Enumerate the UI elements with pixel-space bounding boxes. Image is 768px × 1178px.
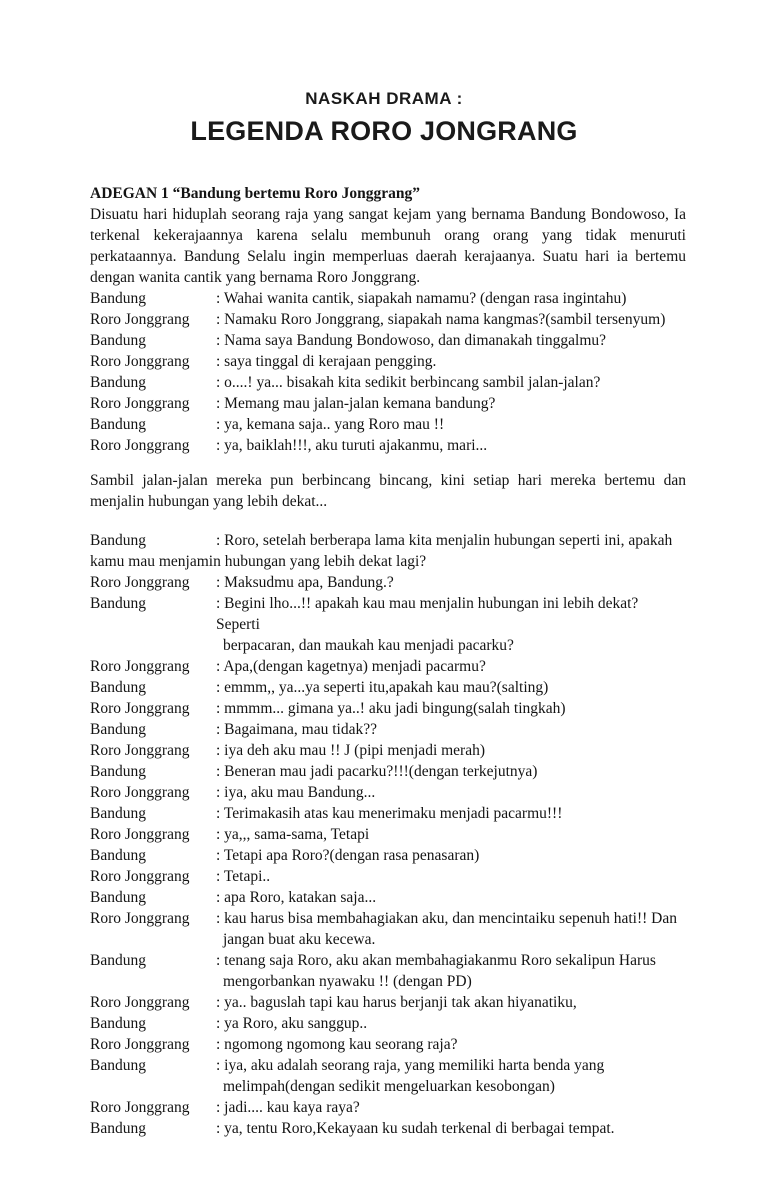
narration-paragraph: Sambil jalan-jalan mereka pun berbincang bincang, kini setiap hari mereka bertemu dan menjalin hubungan yang lebih dekat... — [90, 472, 686, 510]
dialogue-line — [90, 698, 686, 719]
speaker-name: Roro Jonggrang — [90, 784, 190, 801]
dialogue-text: : Tetapi.. — [216, 868, 271, 885]
document-body — [0, 183, 768, 1139]
scene-heading: ADEGAN 1 “Bandung bertemu Roro Jonggrang” — [90, 185, 420, 202]
speaker-name: Bandung — [90, 805, 146, 822]
narration-paragraph: Disuatu hari hiduplah seorang raja yang sangat kejam yang bernama Bandung Bondowoso, Ia terkenal kekerajaannya karena selalu membunuh orang orang yang tidak menuruti perkataannya. Bandung Selalu ingin memperluas daerah kerajaanya. Suatu hari ia bertemu dengan wanita cantik yang bernama Roro Jonggrang. — [90, 206, 686, 286]
dialogue-text: : o....! ya... bisakah kita sedikit berbincang sambil jalan-jalan? — [216, 374, 601, 391]
speaker-name: Roro Jonggrang — [90, 437, 190, 454]
dialogue-text: : Terimakasih atas kau menerimaku menjadi pacarmu!!! — [216, 805, 563, 822]
speaker-name: Roro Jonggrang — [90, 700, 190, 717]
dialogue-text: : iya, aku adalah seorang raja, yang memiliki harta benda yang — [216, 1057, 605, 1074]
dialogue-line — [90, 1013, 686, 1034]
speaker-name: Bandung — [90, 763, 146, 780]
dialogue-line — [90, 950, 686, 971]
dialogue-line — [90, 288, 686, 309]
dialogue-text: : ya, baiklah!!!, aku turuti ajakanmu, mari... — [216, 437, 488, 454]
dialogue-text: : Memang mau jalan-jalan kemana bandung? — [216, 395, 496, 412]
speaker-name: Bandung — [90, 374, 146, 391]
speaker-name: Roro Jonggrang — [90, 994, 190, 1011]
dialogue-text: : ngomong ngomong kau seorang raja? — [216, 1036, 458, 1053]
dialogue-continuation: kamu mau menjamin hubungan yang lebih dekat lagi? — [90, 553, 427, 570]
dialogue-line — [90, 530, 686, 551]
dialogue-text: : saya tinggal di kerajaan pengging. — [216, 353, 437, 370]
dialogue-line — [90, 372, 686, 393]
dialogue-text: : jadi.... kau kaya raya? — [216, 1099, 360, 1116]
dialogue-line — [90, 351, 686, 372]
dialogue-text: : iya, aku mau Bandung... — [216, 784, 376, 801]
dialogue-line — [90, 740, 686, 761]
dialogue-line — [90, 435, 686, 456]
speaker-name: Roro Jonggrang — [90, 910, 190, 927]
dialogue-line — [90, 1034, 686, 1055]
dialogue-continuation-line — [90, 1076, 686, 1097]
dialogue-block-2 — [90, 530, 686, 1139]
dialogue-line — [90, 782, 686, 803]
dialogue-text: : kau harus bisa membahagiakan aku, dan mencintaiku sepenuh hati!! Dan — [216, 910, 677, 927]
dialogue-line — [90, 572, 686, 593]
dialogue-line — [90, 803, 686, 824]
dialogue-text: : ya, kemana saja.. yang Roro mau !! — [216, 416, 445, 433]
dialogue-line — [90, 908, 686, 929]
dialogue-text: : Maksudmu apa, Bandung.? — [216, 574, 394, 591]
speaker-name: Roro Jonggrang — [90, 868, 190, 885]
dialogue-text: : Wahai wanita cantik, siapakah namamu? (dengan rasa ingintahu) — [216, 290, 627, 307]
dialogue-text: : ya.. baguslah tapi kau harus berjanji tak akan hiyanatiku, — [216, 994, 577, 1011]
dialogue-line — [90, 866, 686, 887]
dialogue-line — [90, 719, 686, 740]
dialogue-text: : ya,,, sama-sama, Tetapi — [216, 826, 370, 843]
speaker-name: Roro Jonggrang — [90, 742, 190, 759]
dialogue-line — [90, 414, 686, 435]
speaker-name: Roro Jonggrang — [90, 1036, 190, 1053]
speaker-name: Roro Jonggrang — [90, 574, 190, 591]
dialogue-line — [90, 656, 686, 677]
dialogue-text: mengorbankan nyawaku !! (dengan PD) — [223, 973, 472, 990]
speaker-name: Roro Jonggrang — [90, 395, 190, 412]
dialogue-line — [90, 330, 686, 351]
dialogue-text: : Namaku Roro Jonggrang, siapakah nama kangmas?(sambil tersenyum) — [216, 311, 666, 328]
speaker-name: Bandung — [90, 889, 146, 906]
speaker-name: Roro Jonggrang — [90, 658, 190, 675]
speaker-name: Bandung — [90, 416, 146, 433]
dialogue-line — [90, 887, 686, 908]
speaker-name: Bandung — [90, 595, 146, 612]
dialogue-line — [90, 824, 686, 845]
dialogue-line — [90, 593, 686, 635]
doc-title: LEGENDA RORO JONGRANG — [190, 116, 578, 146]
speaker-name: Bandung — [90, 1120, 146, 1137]
dialogue-text: : Roro, setelah berberapa lama kita menjalin hubungan seperti ini, apakah — [216, 532, 673, 549]
dialogue-text: : Apa,(dengan kagetnya) menjadi pacarmu? — [216, 658, 486, 675]
dialogue-text: : ya, tentu Roro,Kekayaan ku sudah terkenal di berbagai tempat. — [216, 1120, 615, 1137]
dialogue-line — [90, 1097, 686, 1118]
dialogue-line — [90, 1118, 686, 1139]
dialogue-line — [90, 309, 686, 330]
speaker-name: Roro Jonggrang — [90, 311, 190, 328]
dialogue-text: : ya Roro, aku sanggup.. — [216, 1015, 368, 1032]
dialogue-text: : apa Roro, katakan saja... — [216, 889, 377, 906]
speaker-name: Roro Jonggrang — [90, 1099, 190, 1116]
dialogue-text: : Begini lho...!! apakah kau mau menjalin hubungan ini lebih dekat? Seperti — [216, 595, 639, 633]
dialogue-text: : emmm,, ya...ya seperti itu,apakah kau mau?(salting) — [216, 679, 549, 696]
dialogue-block-1 — [90, 288, 686, 456]
dialogue-text: jangan buat aku kecewa. — [223, 931, 376, 948]
dialogue-line — [90, 393, 686, 414]
dialogue-text: berpacaran, dan maukah kau menjadi pacarku? — [223, 637, 514, 654]
speaker-name: Bandung — [90, 952, 146, 969]
speaker-name: Bandung — [90, 332, 146, 349]
dialogue-line — [90, 677, 686, 698]
speaker-name: Roro Jonggrang — [90, 826, 190, 843]
dialogue-continuation-line — [90, 635, 686, 656]
speaker-name: Bandung — [90, 679, 146, 696]
speaker-name: Roro Jonggrang — [90, 353, 190, 370]
dialogue-text: : Beneran mau jadi pacarku?!!!(dengan terkejutnya) — [216, 763, 538, 780]
dialogue-text: : Nama saya Bandung Bondowoso, dan dimanakah tinggalmu? — [216, 332, 607, 349]
dialogue-text: : iya deh aku mau !! J (pipi menjadi merah) — [216, 742, 486, 759]
speaker-name: Bandung — [90, 290, 146, 307]
dialogue-text: melimpah(dengan sedikit mengeluarkan kesobongan) — [223, 1078, 555, 1095]
speaker-name: Bandung — [90, 532, 146, 549]
speaker-name: Bandung — [90, 847, 146, 864]
title-block — [0, 88, 768, 147]
dialogue-text: : mmmm... gimana ya..! aku jadi bingung(salah tingkah) — [216, 700, 566, 717]
speaker-name: Bandung — [90, 1015, 146, 1032]
dialogue-line — [90, 761, 686, 782]
speaker-name: Bandung — [90, 721, 146, 738]
doc-kicker: NASKAH DRAMA : — [305, 89, 463, 108]
speaker-name: Bandung — [90, 1057, 146, 1074]
dialogue-continuation-line — [90, 929, 686, 950]
dialogue-continuation-line — [90, 971, 686, 992]
dialogue-line — [90, 845, 686, 866]
dialogue-text: : Bagaimana, mau tidak?? — [216, 721, 377, 738]
dialogue-line — [90, 1055, 686, 1076]
dialogue-text: : tenang saja Roro, aku akan membahagiakanmu Roro sekalipun Harus — [216, 952, 656, 969]
dialogue-text: : Tetapi apa Roro?(dengan rasa penasaran) — [216, 847, 480, 864]
dialogue-line — [90, 992, 686, 1013]
